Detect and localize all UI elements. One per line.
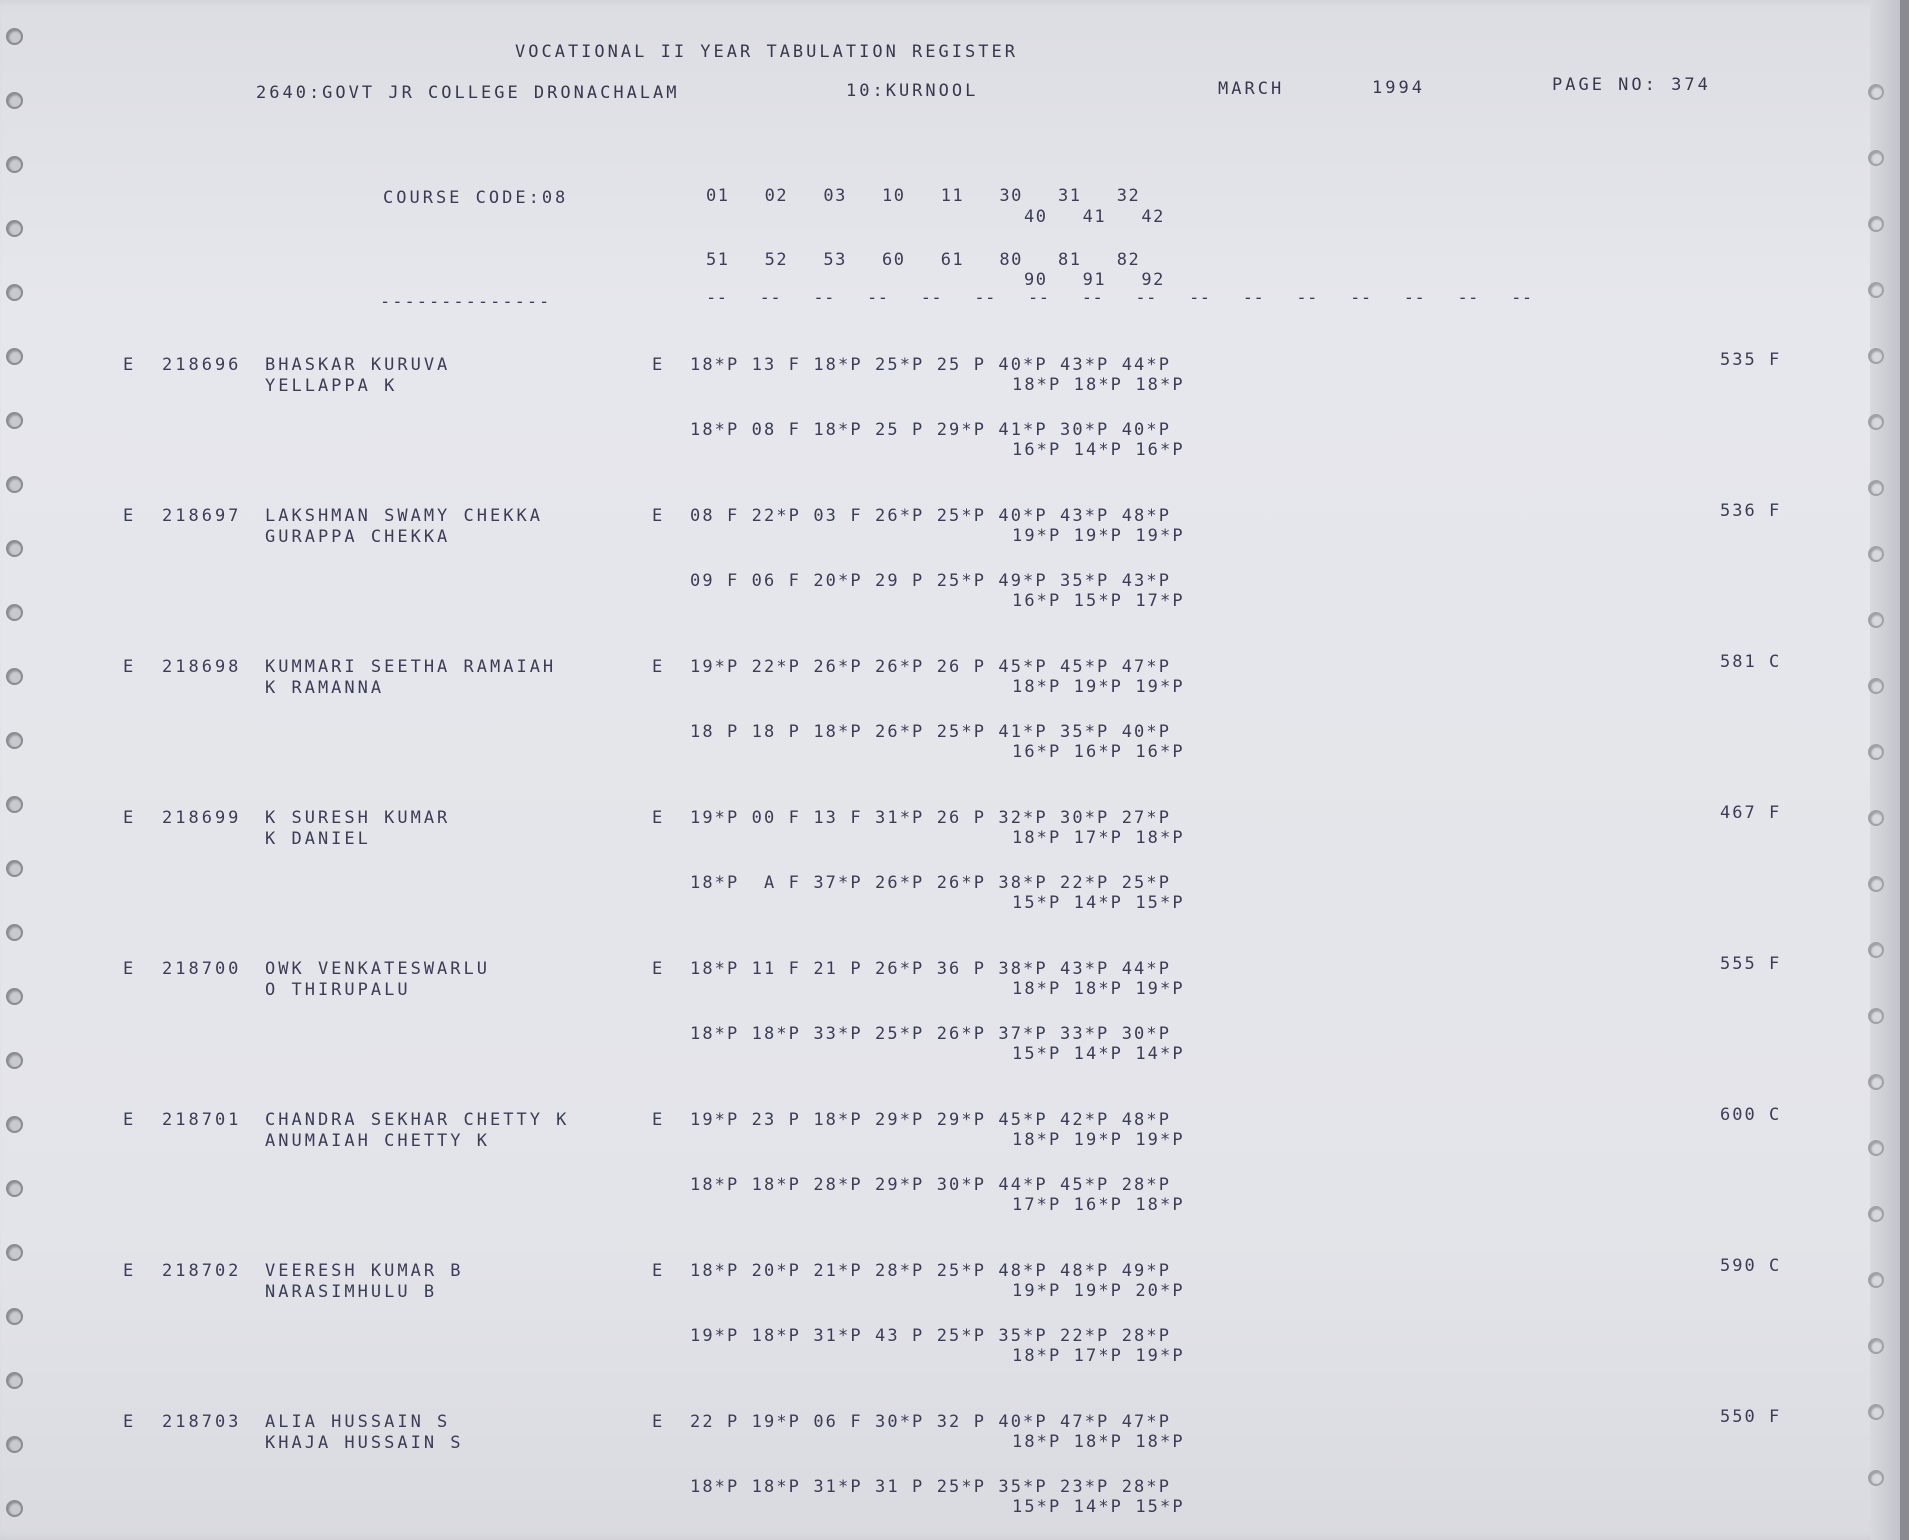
- feed-hole: [6, 668, 23, 685]
- record-total-result: 555 F: [1720, 954, 1782, 974]
- record-roll-number: 218702: [162, 1261, 242, 1281]
- record-marks-row-1: 19*P 23 P 18*P 29*P 29*P 45*P 42*P 48*P: [690, 1110, 1172, 1130]
- record-father-name: GURAPPA CHEKKA: [265, 527, 451, 547]
- feed-hole: [6, 92, 23, 109]
- subject-codes-row-1: 01 02 03 10 11 30 31 32: [706, 186, 1141, 206]
- record-marks-row-1b: 19*P 19*P 19*P: [1012, 526, 1185, 546]
- record-marks-row-1b: 18*P 18*P 18*P: [1012, 1432, 1185, 1452]
- separator-dashes-right: -- -- -- -- -- -- -- -- -- -- -- -- -- -- -- --: [706, 288, 1533, 308]
- record-marks-row-1b: 19*P 19*P 20*P: [1012, 1281, 1185, 1301]
- record-group: E: [123, 1261, 137, 1281]
- feed-hole: [1868, 150, 1884, 166]
- record-group: E: [123, 808, 137, 828]
- record-marks-row-2: 18*P 08 F 18*P 25 P 29*P 41*P 30*P 40*P: [690, 420, 1172, 440]
- feed-hole: [1868, 942, 1884, 958]
- feed-hole: [1868, 84, 1884, 100]
- feed-hole: [6, 28, 23, 45]
- feed-hole: [6, 540, 23, 557]
- record-marks-row-1: 18*P 13 F 18*P 25*P 25 P 40*P 43*P 44*P: [690, 355, 1172, 375]
- record-total-result: 550 F: [1720, 1407, 1782, 1427]
- feed-hole: [1868, 1140, 1884, 1156]
- course-code: COURSE CODE:08: [383, 188, 569, 208]
- feed-hole: [1868, 1404, 1884, 1420]
- record-total-result: 581 C: [1720, 652, 1782, 672]
- record-total-result: 590 C: [1720, 1256, 1782, 1276]
- record-student-name: VEERESH KUMAR B: [265, 1261, 464, 1281]
- feed-hole: [1868, 678, 1884, 694]
- record-roll-number: 218698: [162, 657, 242, 677]
- record-marks-row-2b: 16*P 15*P 17*P: [1012, 591, 1185, 611]
- record-total-result: 536 F: [1720, 501, 1782, 521]
- record-marks-row-1b: 18*P 19*P 19*P: [1012, 677, 1185, 697]
- feed-hole: [6, 1180, 23, 1197]
- record-group: E: [123, 959, 137, 979]
- record-marks-row-1b: 18*P 17*P 18*P: [1012, 828, 1185, 848]
- subject-codes-row-2: 51 52 53 60 61 80 81 82: [706, 250, 1141, 270]
- feed-hole: [1868, 1272, 1884, 1288]
- record-marks-row-2b: 18*P 17*P 19*P: [1012, 1346, 1185, 1366]
- feed-hole: [1868, 414, 1884, 430]
- feed-hole: [1868, 1008, 1884, 1024]
- feed-hole: [6, 1116, 23, 1133]
- district-name: 10:KURNOOL: [846, 81, 979, 101]
- record-marks-row-2b: 16*P 16*P 16*P: [1012, 742, 1185, 762]
- feed-hole: [6, 1308, 23, 1325]
- feed-hole: [1868, 612, 1884, 628]
- feed-hole: [1868, 216, 1884, 232]
- record-marks-row-1: 22 P 19*P 06 F 30*P 32 P 40*P 47*P 47*P: [690, 1412, 1172, 1432]
- record-marks-row-1: 08 F 22*P 03 F 26*P 25*P 40*P 43*P 48*P: [690, 506, 1172, 526]
- record-roll-number: 218696: [162, 355, 242, 375]
- exam-month: MARCH: [1218, 79, 1285, 99]
- record-marks-row-2: 18 P 18 P 18*P 26*P 25*P 41*P 35*P 40*P: [690, 722, 1172, 742]
- feed-hole: [1868, 1470, 1884, 1486]
- record-marks-row-2b: 16*P 14*P 16*P: [1012, 440, 1185, 460]
- record-roll-number: 218701: [162, 1110, 242, 1130]
- record-student-name: KUMMARI SEETHA RAMAIAH: [265, 657, 557, 677]
- feed-hole: [1868, 876, 1884, 892]
- left-tractor-feed-holes: [4, 0, 24, 1540]
- record-marks-row-1b: 18*P 19*P 19*P: [1012, 1130, 1185, 1150]
- record-total-result: 535 F: [1720, 350, 1782, 370]
- feed-hole: [6, 1052, 23, 1069]
- record-medium: E: [652, 506, 666, 526]
- record-medium: E: [652, 808, 666, 828]
- record-total-result: 600 C: [1720, 1105, 1782, 1125]
- record-marks-row-2b: 15*P 14*P 14*P: [1012, 1044, 1185, 1064]
- record-marks-row-1b: 18*P 18*P 19*P: [1012, 979, 1185, 999]
- record-marks-row-2b: 15*P 14*P 15*P: [1012, 1497, 1185, 1517]
- record-medium: E: [652, 1412, 666, 1432]
- feed-hole: [1868, 348, 1884, 364]
- college-name: 2640:GOVT JR COLLEGE DRONACHALAM: [256, 83, 680, 103]
- record-student-name: LAKSHMAN SWAMY CHEKKA: [265, 506, 543, 526]
- page-number: PAGE NO: 374: [1552, 75, 1711, 95]
- record-father-name: NARASIMHULU B: [265, 1282, 438, 1302]
- subject-codes-row-1b: 40 41 42: [1024, 207, 1165, 227]
- feed-hole: [6, 1500, 23, 1517]
- record-marks-row-2: 19*P 18*P 31*P 43 P 25*P 35*P 22*P 28*P: [690, 1326, 1172, 1346]
- record-roll-number: 218700: [162, 959, 242, 979]
- record-student-name: OWK VENKATESWARLU: [265, 959, 490, 979]
- record-group: E: [123, 657, 137, 677]
- feed-hole: [6, 732, 23, 749]
- feed-hole: [1868, 1074, 1884, 1090]
- feed-hole: [1868, 282, 1884, 298]
- feed-hole: [1868, 810, 1884, 826]
- record-group: E: [123, 506, 137, 526]
- record-roll-number: 218699: [162, 808, 242, 828]
- feed-hole: [1868, 744, 1884, 760]
- feed-hole: [6, 348, 23, 365]
- feed-hole: [6, 476, 23, 493]
- feed-hole: [1868, 480, 1884, 496]
- record-father-name: O THIRUPALU: [265, 980, 411, 1000]
- record-group: E: [123, 1110, 137, 1130]
- record-father-name: KHAJA HUSSAIN S: [265, 1433, 464, 1453]
- record-group: E: [123, 1412, 137, 1432]
- record-marks-row-2b: 15*P 14*P 15*P: [1012, 893, 1185, 913]
- exam-year: 1994: [1372, 78, 1425, 98]
- record-marks-row-2b: 17*P 16*P 18*P: [1012, 1195, 1185, 1215]
- feed-hole: [6, 988, 23, 1005]
- record-father-name: K RAMANNA: [265, 678, 385, 698]
- feed-hole: [1868, 546, 1884, 562]
- record-father-name: YELLAPPA K: [265, 376, 398, 396]
- feed-hole: [6, 860, 23, 877]
- record-father-name: ANUMAIAH CHETTY K: [265, 1131, 490, 1151]
- feed-hole: [6, 1436, 23, 1453]
- record-marks-row-2: 18*P 18*P 31*P 31 P 25*P 35*P 23*P 28*P: [690, 1477, 1172, 1497]
- record-marks-row-2: 18*P 18*P 33*P 25*P 26*P 37*P 33*P 30*P: [690, 1024, 1172, 1044]
- record-father-name: K DANIEL: [265, 829, 371, 849]
- record-medium: E: [652, 959, 666, 979]
- record-roll-number: 218703: [162, 1412, 242, 1432]
- record-marks-row-2: 09 F 06 F 20*P 29 P 25*P 49*P 35*P 43*P: [690, 571, 1172, 591]
- record-marks-row-1: 19*P 22*P 26*P 26*P 26 P 45*P 45*P 47*P: [690, 657, 1172, 677]
- feed-hole: [1868, 1338, 1884, 1354]
- record-group: E: [123, 355, 137, 375]
- record-marks-row-2: 18*P A F 37*P 26*P 26*P 38*P 22*P 25*P: [690, 873, 1172, 893]
- feed-hole: [6, 1244, 23, 1261]
- record-marks-row-1: 18*P 11 F 21 P 26*P 36 P 38*P 43*P 44*P: [690, 959, 1172, 979]
- record-student-name: CHANDRA SEKHAR CHETTY K: [265, 1110, 570, 1130]
- record-total-result: 467 F: [1720, 803, 1782, 823]
- feed-hole: [6, 412, 23, 429]
- record-student-name: K SURESH KUMAR: [265, 808, 451, 828]
- record-student-name: BHASKAR KURUVA: [265, 355, 451, 375]
- record-student-name: ALIA HUSSAIN S: [265, 1412, 451, 1432]
- feed-hole: [1868, 1206, 1884, 1222]
- feed-hole: [6, 796, 23, 813]
- record-medium: E: [652, 657, 666, 677]
- feed-hole: [6, 220, 23, 237]
- feed-hole: [6, 156, 23, 173]
- feed-hole: [6, 284, 23, 301]
- record-medium: E: [652, 1261, 666, 1281]
- record-marks-row-1: 19*P 00 F 13 F 31*P 26 P 32*P 30*P 27*P: [690, 808, 1172, 828]
- register-title: VOCATIONAL II YEAR TABULATION REGISTER: [515, 42, 1018, 62]
- separator-dashes-left: --------------: [380, 292, 552, 312]
- record-medium: E: [652, 1110, 666, 1130]
- record-medium: E: [652, 355, 666, 375]
- record-marks-row-1b: 18*P 18*P 18*P: [1012, 375, 1185, 395]
- right-tractor-feed-holes: [1866, 0, 1886, 1540]
- record-marks-row-2: 18*P 18*P 28*P 29*P 30*P 44*P 45*P 28*P: [690, 1175, 1172, 1195]
- record-roll-number: 218697: [162, 506, 242, 526]
- record-marks-row-1: 18*P 20*P 21*P 28*P 25*P 48*P 48*P 49*P: [690, 1261, 1172, 1281]
- feed-hole: [6, 1372, 23, 1389]
- feed-hole: [6, 604, 23, 621]
- feed-hole: [6, 924, 23, 941]
- subject-codes-row-2b: 90 91 92: [1024, 270, 1165, 290]
